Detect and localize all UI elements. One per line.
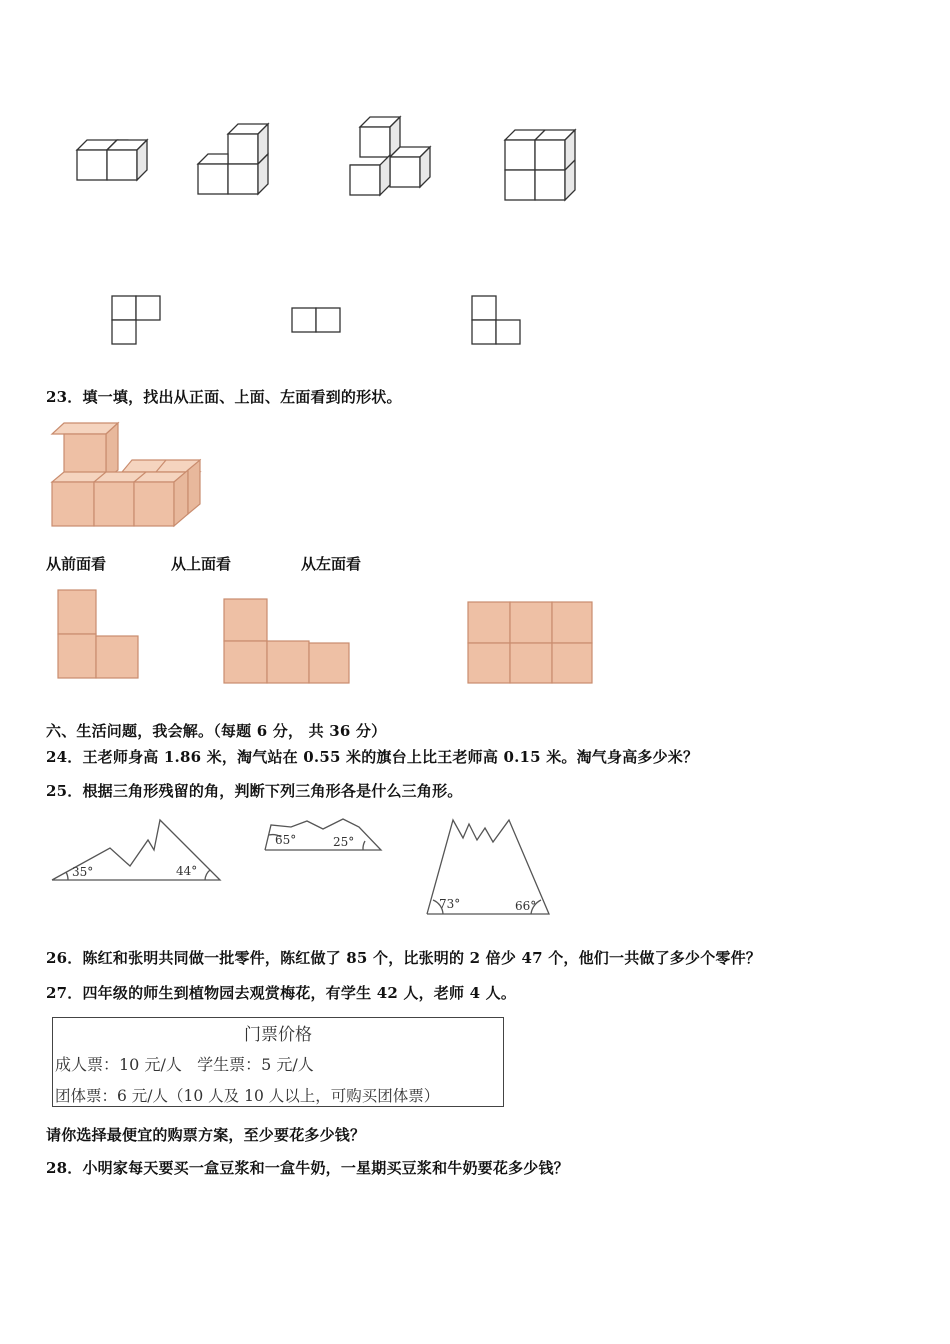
- question-23: 23．填一填，找出从正面、上面、左面看到的形状。: [46, 388, 402, 406]
- section-6-title: 六、生活问题，我会解。（每题 6 分， 共 36 分）: [46, 722, 387, 740]
- view-label-front: 从前面看: [46, 555, 107, 573]
- top-view-shape: [222, 597, 352, 687]
- triangle-3-angle-b: 66°: [515, 899, 537, 913]
- ticket-title: 门票价格: [244, 1025, 312, 1045]
- front-view-shape: [56, 588, 146, 683]
- triangle-3: [425, 818, 555, 918]
- triangle-2-angle-b: 25°: [333, 835, 355, 849]
- ticket-line-1: 成人票：10 元/人 学生票：5 元/人: [55, 1055, 314, 1074]
- triangle-2: [263, 815, 393, 855]
- ticket-price-box: [52, 1017, 504, 1107]
- flat-view-2: [292, 308, 344, 336]
- triangle-1-angle-b: 44°: [176, 864, 198, 878]
- question-24: 24．王老师身高 1.86 米，淘气站在 0.55 米的旗台上比王老师高 0.15 米。淘气身高多少米？: [46, 748, 699, 766]
- flat-view-1: [112, 296, 164, 348]
- question-27-followup: 请你选择最便宜的购票方案，至少要花多少钱？: [46, 1126, 366, 1144]
- question-27: 27．四年级的师生到植物园去观赏梅花，有学生 42 人，老师 4 人。: [46, 984, 517, 1002]
- question-25: 25．根据三角形残留的角，判断下列三角形各是什么三角形。: [46, 782, 463, 800]
- cube-structure-3: [350, 115, 440, 200]
- cube-structure-2: [198, 122, 278, 197]
- left-view-shape: [466, 600, 596, 690]
- triangle-1-angle-a: 35°: [72, 865, 94, 879]
- view-label-top: 从上面看: [171, 555, 232, 573]
- question-26: 26．陈红和张明共同做一批零件，陈红做了 85 个，比张明的 2 倍少 47 个，他们一共做了多少个零件？: [46, 949, 761, 967]
- cube-structure-4: [505, 128, 585, 208]
- view-label-left: 从左面看: [301, 555, 362, 573]
- cube-structure-1: [77, 138, 157, 198]
- peach-cube-structure: [50, 420, 210, 530]
- triangle-1: [50, 818, 230, 888]
- flat-view-3: [472, 296, 524, 348]
- triangle-3-angle-a: 73°: [439, 897, 461, 911]
- question-28: 28．小明家每天要买一盒豆浆和一盒牛奶，一星期买豆浆和牛奶要花多少钱？: [46, 1159, 569, 1177]
- ticket-line-2: 团体票：6 元/人（10 人及 10 人以上，可购买团体票）: [55, 1087, 440, 1105]
- triangle-2-angle-a: 65°: [275, 833, 297, 847]
